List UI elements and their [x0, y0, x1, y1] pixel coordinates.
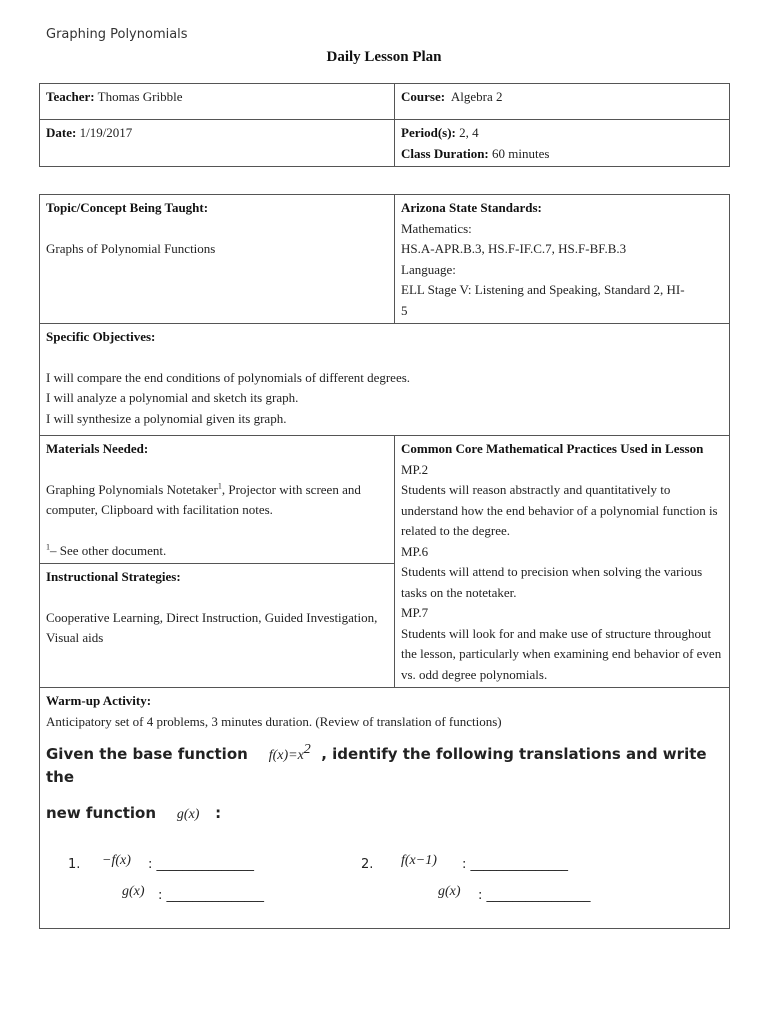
- strategies-label: Instructional Strategies:: [46, 569, 181, 584]
- duration-line: [401, 144, 723, 165]
- practices-label: Common Core Mathematical Practices Used in Lesson: [401, 441, 704, 456]
- materials-cell: [40, 436, 395, 564]
- problem-2-g-answer-blank[interactable]: : ________________: [478, 887, 591, 903]
- practices-cell: [395, 436, 730, 688]
- problem-2-number: 2.: [361, 856, 374, 872]
- standards-label: Arizona State Standards:: [401, 200, 542, 215]
- topic-value: Graphs of Polynomial Functions: [46, 240, 216, 256]
- problem-2-answer-blank[interactable]: : _______________: [462, 856, 569, 872]
- problem-1-number: 1.: [68, 856, 81, 872]
- strategies-value: Cooperative Learning, Direct Instruction, Guided Investigation, Visual aids: [46, 609, 378, 645]
- problem-1-g-label: g(x): [122, 883, 145, 899]
- problem-2-g-label: g(x): [438, 883, 461, 899]
- math-standards: HS.A-APR.B.3, HS.F-IF.C.7, HS.F-BF.B.3: [401, 241, 627, 256]
- practice-desc: Students will attend to precision when solving the various tasks on the notetaker.: [401, 564, 703, 600]
- new-function: g(x): [176, 807, 200, 822]
- topic-label: Topic/Concept Being Taught:: [46, 200, 209, 215]
- objectives-cell: [40, 324, 730, 436]
- document-title: Daily Lesson Plan: [326, 49, 442, 65]
- strategies-cell: [40, 564, 395, 688]
- warmup-instruction-line-1: Given the base function $f(x)=x^2$ , identify the following translations and write the: [46, 742, 707, 786]
- warmup-description: Anticipatory set of 4 problems, 3 minutes duration. (Review of translation of functions): [46, 713, 502, 729]
- materials-footnote: $^1$– See other document.: [46, 542, 167, 558]
- warmup-instruction-line-2: new function g(x) :: [46, 804, 222, 822]
- date-label: Date:: [46, 125, 77, 140]
- objective-item: I will analyze a polynomial and sketch its graph.: [46, 390, 299, 405]
- language-standards-label: Language:: [401, 261, 456, 277]
- warmup-label: Warm-up Activity:: [46, 693, 152, 708]
- objective-item: I will synthesize a polynomial given its graph.: [46, 410, 287, 426]
- period-label: Period(s):: [401, 125, 456, 140]
- objectives-label: Specific Objectives:: [46, 329, 156, 344]
- problem-2-expression: f(x−1): [401, 852, 437, 868]
- lesson-plan-table: [39, 194, 730, 929]
- practice-code: MP.2: [401, 461, 429, 477]
- warmup-problems: [46, 826, 723, 921]
- problem-1-expression: −f(x): [102, 852, 131, 868]
- date-cell: [40, 120, 395, 167]
- practice-desc: Students will look for and make use of structure throughout the lesson, particularly when examining end behavior of even vs. odd degree polynomials.: [401, 625, 722, 682]
- topic-cell: [40, 195, 395, 324]
- practice-desc: Students will reason abstractly and quantitatively to understand how the end behavior of a polynomial function is related to the degree.: [401, 482, 718, 538]
- teacher-label: Teacher:: [46, 89, 95, 104]
- warmup-cell: [40, 688, 730, 929]
- duration-value: 60 minutes: [492, 145, 550, 161]
- period-line: [401, 123, 723, 144]
- objective-item: I will compare the end conditions of polynomials of different degrees.: [46, 369, 411, 385]
- math-standards-label: Mathematics:: [401, 220, 472, 236]
- teacher-cell: [40, 84, 395, 120]
- language-standards-line-1: ELL Stage V: Listening and Speaking, Standard 2, HI-: [401, 282, 685, 297]
- duration-label: Class Duration:: [401, 145, 489, 161]
- materials-text: Graphing Polynomials Notetaker$^1$, Projector with screen and computer, Clipboard with facilitation notes.: [46, 481, 361, 517]
- standards-cell: [395, 195, 730, 324]
- practice-code: MP.7: [401, 605, 429, 620]
- materials-label: Materials Needed:: [46, 441, 149, 456]
- course-label: Course:: [401, 89, 446, 104]
- course-cell: [395, 84, 730, 120]
- teacher-info-table: [39, 83, 730, 167]
- document-header: Graphing Polynomials: [46, 27, 188, 42]
- date-value: 1/19/2017: [79, 125, 133, 140]
- base-function: f(x)=x: [268, 748, 304, 763]
- language-standards-line-2: 5: [401, 302, 408, 318]
- course-name: Algebra 2: [450, 89, 503, 104]
- teacher-name: Thomas Gribble: [97, 89, 183, 104]
- problem-1-answer-blank[interactable]: : _______________: [148, 856, 255, 872]
- period-value: 2, 4: [459, 125, 479, 140]
- period-cell: [395, 120, 730, 167]
- problem-1-g-answer-blank[interactable]: : _______________: [158, 887, 265, 903]
- practice-code: MP.6: [401, 543, 429, 559]
